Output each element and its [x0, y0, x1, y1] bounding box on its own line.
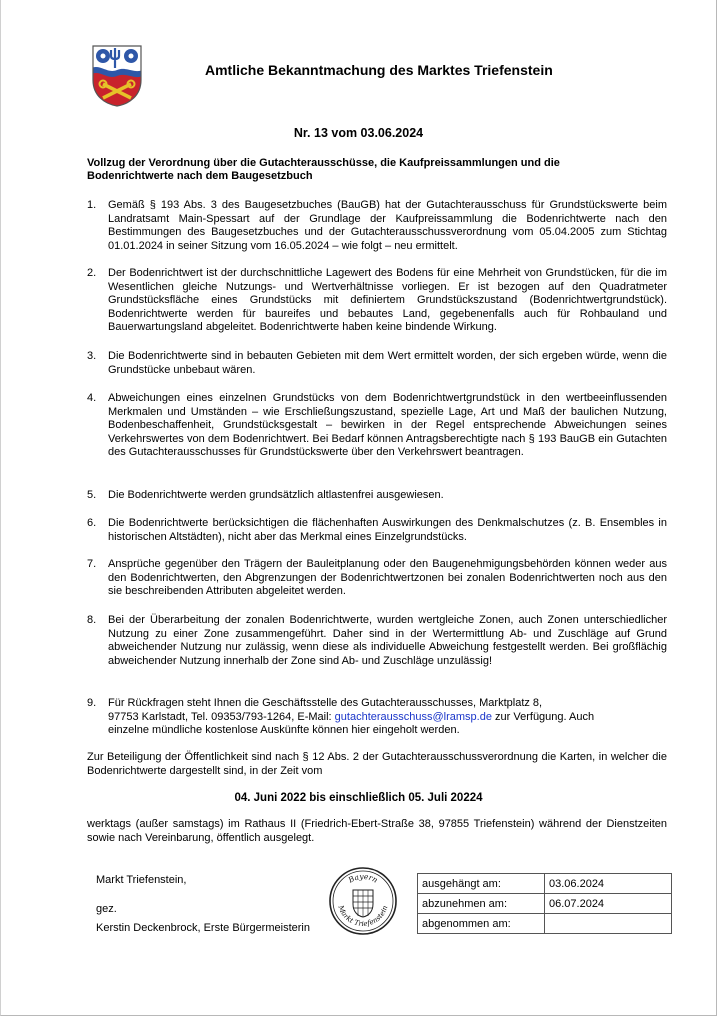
list-item-text: Die Bodenrichtwerte berücksichtigen die flächenhaften Auswirkungen des Denkmalschutzes (z. B. Ensembles in historischen Altstädten), nicht aber das Merkmal eines Einzelgrundstücks. [108, 517, 667, 543]
contact-line-2 [108, 711, 667, 725]
list-item-number: 4. [87, 392, 97, 404]
list-item-number: 8. [87, 614, 97, 626]
table-row [418, 894, 672, 914]
svg-text:Bayern: Bayern [346, 871, 380, 885]
list-item-text [108, 697, 667, 738]
removed-value [545, 914, 672, 934]
list-item-text: Gemäß § 193 Abs. 3 des Baugesetzbuches (BauGB) hat der Gutachterausschuss für Grundstückswerte beim Landratsamt Main-Spessart auf der Grundlage der Kaufpreissammlung die Bodenrichtwerte nach den Bestimmungen des Baugesetzbuches und der Gutachterausschussverordnung vom 05.04.2005 zum Stichtag 01.01.2024 in seiner Sitzung vom 16.05.2024 – wie folgt – neu ermittelt. [108, 199, 667, 252]
list-item-7 [87, 558, 667, 599]
svg-text:Markt Triefenstein: Markt Triefenstein [336, 904, 390, 929]
list-item-text: Die Bodenrichtwerte werden grundsätzlich altlastenfrei ausgewiesen. [108, 489, 444, 501]
list-item-number: 5. [87, 489, 97, 501]
email-link[interactable]: gutachterausschuss@lramsp.de [334, 710, 492, 723]
list-item-number: 1. [87, 199, 97, 211]
table-row [418, 914, 672, 934]
list-item-number: 7. [87, 558, 97, 570]
list-item-number: 3. [87, 350, 97, 362]
list-item-number: 9. [87, 697, 97, 709]
location-paragraph: werktags (außer samstags) im Rathaus II (Friedrich-Ebert-Straße 38, 97855 Triefenstein) während der Dienstzeiten sowie nach Vereinbarung, öffentlich ausgelegt. [87, 818, 667, 844]
signature-place: Markt Triefenstein, [96, 874, 187, 886]
list-item-8 [87, 614, 667, 668]
signature-signed: gez. [96, 903, 117, 915]
list-item-text: Der Bodenrichtwert ist der durchschnittliche Lagewert des Bodens für eine Mehrheit von Grundstücken, für die im Wesentlichen gleiche Nutzungs- und Wertverhältnisse vorliegen. Er ist bezogen auf den Quadratmeter Grundstücksfläche eines Grundstücks mit definiertem Grundstückszustand (Bodenrichtwertgrundstück). Bodenrichtwerte werden für baureifes und bebautes Land, gegebenenfalls auch für Rohbauland und Bauerwartungsland abgeleitet. Bodenrichtwerte haben keine bindende Wirkung. [108, 267, 667, 333]
list-item-4 [87, 392, 667, 460]
posted-label: ausgehängt am: [418, 874, 545, 894]
list-item-6 [87, 517, 667, 544]
official-seal-icon [328, 866, 398, 936]
contact-availability-text: zur Verfügung. Auch [491, 710, 595, 723]
remove-due-value: 06.07.2024 [545, 894, 672, 914]
notice-number: Nr. 13 vom 03.06.2024 [293, 126, 424, 140]
remove-due-label: abzunehmen am: [418, 894, 545, 914]
coat-of-arms-icon [91, 44, 143, 108]
list-item-text: Ansprüche gegenüber den Trägern der Bauleitplanung oder den Baugenehmigungsbehörden können weder aus den Bodenrichtwerten, den Abgrenzungen der Bodenrichtwertzonen bei zonalen Bodenrichtwerten noch aus den sie beschreibenden Attributen abgeleitet werden. [108, 558, 667, 597]
list-item-2 [87, 267, 667, 335]
table-row [418, 874, 672, 894]
list-item-text: Die Bodenrichtwerte sind in bebauten Gebieten mit dem Wert ermittelt worden, der sich ergeben würde, wenn die Grundstücke unbebaut wären. [108, 350, 667, 376]
list-item-1 [87, 199, 667, 253]
list-item-text: Bei der Überarbeitung der zonalen Bodenrichtwerte, wurden wertgleiche Zonen, auch Zonen unterschiedlicher Nutzung zu einer Zone zusammengeführt. Daher sind in der Wertermittlung Ab- und Zuschläge auf Grund abweichender Nutzung nur zulässig, wenn diese als individuelle Abweichung festgestellt werden. Bei großflächig abweichender Nutzung innerhalb der Zone sind Ab- und Zuschläge unzulässig! [108, 614, 667, 667]
page-title: Amtliche Bekanntmachung des Marktes Triefenstein [205, 62, 553, 78]
signature-name: Kerstin Deckenbrock, Erste Bürgermeisterin [96, 922, 310, 934]
list-item-5 [87, 489, 667, 503]
contact-line-1: Für Rückfragen steht Ihnen die Geschäftsstelle des Gutachterausschusses, Marktplatz 8, [108, 697, 543, 709]
list-item-text: Abweichungen eines einzelnen Grundstücks von dem Bodenrichtwertgrundstück in den wertbeeinflussenden Merkmalen und Umständen – wie Erschließungszustand, spezielle Lage, Art und Maß der baulichen Nutzung, Bodenbeschaffenheit, Grundstücksgestalt – bewirken in der Regel entsprechende Abweichungen seines Verkehrswertes von dem Bodenrichtwert. Bei Bedarf können Antragsberechtigte nach § 193 BauGB ein Gutachten des Gutachterausschusses für Grundstückswerte über den Verkehrswert beantragen. [108, 392, 667, 458]
list-item-3 [87, 350, 667, 377]
participation-paragraph: Zur Beteiligung der Öffentlichkeit sind nach § 12 Abs. 2 der Gutachterausschussverordnung die Karten, in welcher die Bodenrichtwerte dargestellt sind, in der Zeit vom [87, 751, 667, 777]
removed-label: abgenommen am: [418, 914, 545, 934]
notice-posting-table [417, 873, 672, 934]
contact-line-3: einzelne mündliche kostenlose Auskünfte können hier eingeholt werden. [108, 724, 460, 736]
display-period: 04. Juni 2022 bis einschließlich 05. Juli 20224 [234, 792, 483, 804]
list-item-9 [87, 697, 667, 738]
contact-phone-text: 97753 Karlstadt, Tel. 09353/793-1264, E-Mail: [108, 710, 335, 723]
posted-value: 03.06.2024 [545, 874, 672, 894]
list-item-number: 6. [87, 517, 97, 529]
list-item-number: 2. [87, 267, 97, 279]
subject-heading: Vollzug der Verordnung über die Gutachterausschüsse, die Kaufpreissammlungen und die Bodenrichtwerte nach dem Baugesetzbuch [87, 157, 560, 182]
